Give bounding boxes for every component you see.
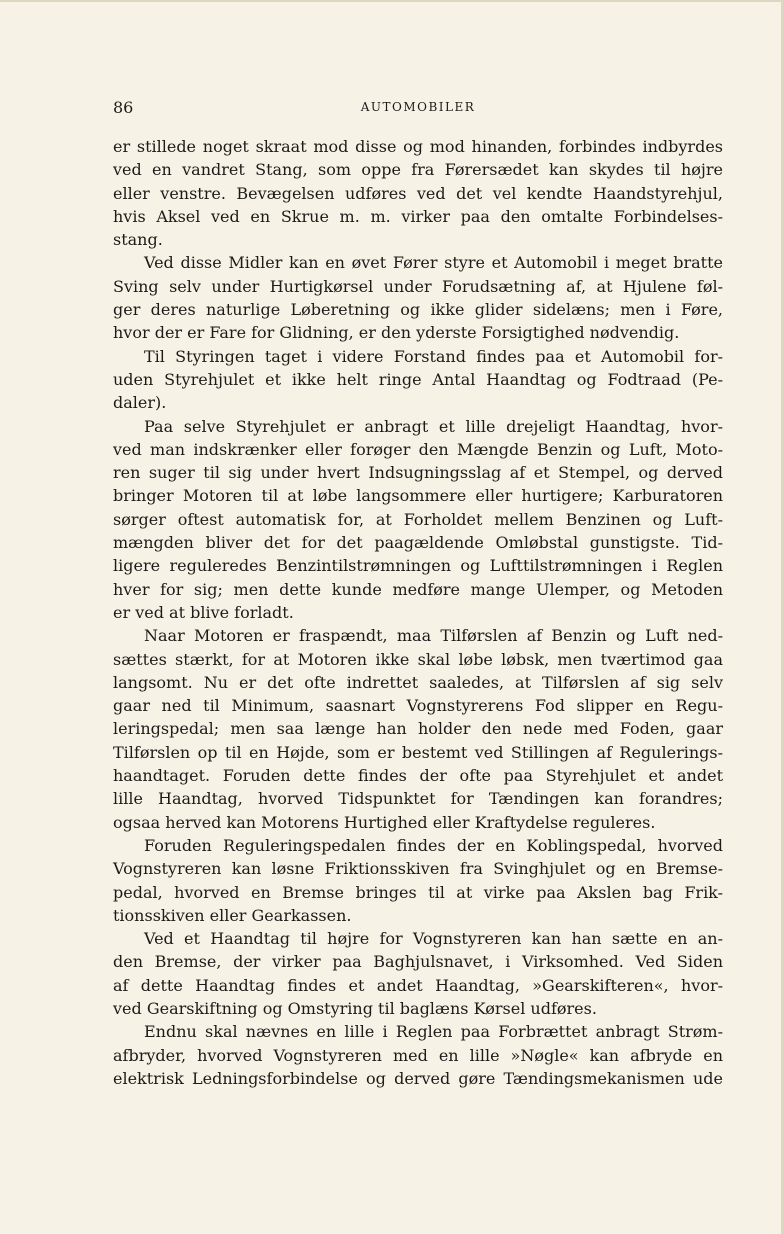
- text-line: Tilførslen op til en Højde, som er bestemt ved Stillingen af Regulerings-: [113, 742, 723, 762]
- text-line: lille Haandtag, hvorved Tidspunktet for Tændingen kan forandres;: [113, 789, 723, 809]
- text-line: gaar ned til Minimum, saasnart Vognstyrerens Fod slipper en Regu-: [113, 696, 723, 716]
- paragraph: [113, 251, 723, 344]
- text-line: den Bremse, der virker paa Baghjulsnavet, i Virksomhed. Ved Siden: [113, 952, 723, 972]
- paragraph: [113, 345, 723, 415]
- text-line: daler).: [113, 393, 167, 413]
- text-line: stang.: [113, 230, 163, 250]
- text-line: haandtaget. Foruden dette findes der ofte paa Styrehjulet et andet: [113, 766, 723, 786]
- paragraph: [113, 834, 723, 927]
- body-text: [113, 135, 723, 1090]
- running-title: AUTOMOBILER: [360, 100, 476, 114]
- page-number: 86: [113, 98, 134, 117]
- text-line: Sving selv under Hurtigkørsel under Forudsætning af, at Hjulene føl-: [113, 276, 723, 296]
- text-line: Til Styringen taget i videre Forstand findes paa et Automobil for-: [144, 346, 723, 366]
- text-line: elektrisk Ledningsforbindelse og derved gøre Tændingsmekanismen ude: [113, 1068, 723, 1088]
- text-line: Ved disse Midler kan en øvet Fører styre et Automobil i meget bratte: [144, 253, 723, 273]
- text-line: Endnu skal nævnes en lille i Reglen paa Forbrættet anbragt Strøm-: [144, 1022, 723, 1042]
- text-line: ved Gearskiftning og Omstyring til baglæns Kørsel udføres.: [113, 998, 597, 1018]
- text-line: er ved at blive forladt.: [113, 602, 294, 622]
- paragraph: [113, 1020, 723, 1090]
- text-line: leringspedal; men saa længe han holder den nede med Foden, gaar: [113, 719, 723, 739]
- page-header: [113, 98, 723, 120]
- text-line: ger deres naturlige Løberetning og ikke glider sidelæns; men i Føre,: [113, 300, 723, 320]
- text-line: sørger oftest automatisk for, at Forholdet mellem Benzinen og Luft-: [113, 509, 723, 529]
- text-line: hvis Aksel ved en Skrue m. m. virker paa den omtalte Forbindelses-: [113, 206, 723, 226]
- text-line: ved man indskrænker eller forøger den Mængde Benzin og Luft, Moto-: [113, 439, 723, 459]
- paragraph: [113, 624, 723, 834]
- text-line: Paa selve Styrehjulet er anbragt et lille drejeligt Haandtag, hvor-: [144, 416, 723, 436]
- text-line: Foruden Reguleringspedalen findes der en Koblingspedal, hvorved: [144, 835, 723, 855]
- text-line: af dette Haandtag findes et andet Haandtag, »Gearskifteren«, hvor-: [113, 975, 723, 995]
- text-line: ved en vandret Stang, som oppe fra Førersædet kan skydes til højre: [113, 160, 723, 180]
- text-line: ogsaa herved kan Motorens Hurtighed eller Kraftydelse reguleres.: [113, 812, 656, 832]
- text-line: Ved et Haandtag til højre for Vognstyreren kan han sætte en an-: [144, 929, 723, 949]
- text-line: langsomt. Nu er det ofte indrettet saaledes, at Tilførslen af sig selv: [113, 672, 723, 692]
- paragraph: [113, 135, 723, 251]
- paragraph: [113, 927, 723, 1020]
- text-line: eller venstre. Bevægelsen udføres ved det vel kendte Haandstyrehjul,: [113, 183, 723, 203]
- text-line: Naar Motoren er fraspændt, maa Tilførslen af Benzin og Luft ned-: [144, 626, 723, 646]
- text-line: afbryder, hvorved Vognstyreren med en lille »Nøgle« kan afbryde en: [113, 1045, 723, 1065]
- text-line: pedal, hvorved en Bremse bringes til at virke paa Akslen bag Frik-: [113, 882, 723, 902]
- text-line: hver for sig; men dette kunde medføre mange Ulemper, og Metoden: [113, 579, 723, 599]
- text-line: ligere reguleredes Benzintilstrømningen og Lufttilstrømningen i Reglen: [113, 556, 723, 576]
- paragraph: [113, 415, 723, 625]
- text-line: Vognstyreren kan løsne Friktionsskiven fra Svinghjulet og en Bremse-: [113, 859, 723, 879]
- text-line: ren suger til sig under hvert Indsugningsslag af et Stempel, og derved: [113, 463, 723, 483]
- text-line: mængden bliver det for det paagældende Omløbstal gunstigste. Tid-: [113, 533, 723, 553]
- text-line: er stillede noget skraat mod disse og mod hinanden, forbindes indbyrdes: [113, 137, 723, 156]
- text-line: sættes stærkt, for at Motoren ikke skal løbe løbsk, men tværtimod gaa: [113, 649, 723, 669]
- text-line: tionsskiven eller Gearkassen.: [113, 905, 352, 925]
- text-line: bringer Motoren til at løbe langsommere eller hurtigere; Karburatoren: [113, 486, 723, 506]
- text-line: uden Styrehjulet et ikke helt ringe Antal Haandtag og Fodtraad (Pe-: [113, 369, 723, 389]
- text-line: hvor der er Fare for Glidning, er den yderste Forsigtighed nødvendig.: [113, 323, 680, 343]
